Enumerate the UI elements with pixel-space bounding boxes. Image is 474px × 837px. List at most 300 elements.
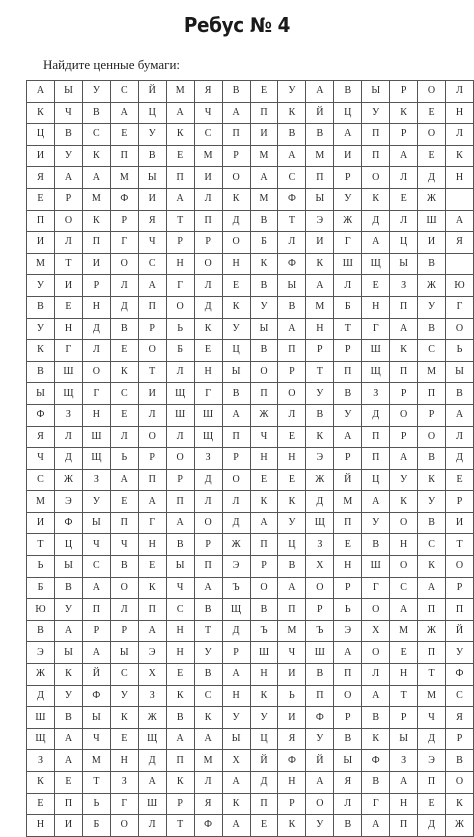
grid-cell: Д [362,404,390,426]
grid-cell: Р [334,340,362,362]
grid-cell: А [418,577,446,599]
grid-cell: М [418,685,446,707]
grid-cell: К [278,491,306,513]
grid-cell: П [418,772,446,794]
grid-cell: Ч [82,534,110,556]
grid-cell: А [334,426,362,448]
grid-cell: У [306,815,334,837]
grid-cell: И [418,232,446,254]
grid-cell: С [110,664,138,686]
grid-cell: Б [82,815,110,837]
grid-row [27,491,474,513]
grid-cell: О [222,167,250,189]
grid-cell: М [390,620,418,642]
grid-cell: П [334,361,362,383]
grid-row [27,102,474,124]
grid-cell [446,253,474,275]
grid-cell: Е [110,340,138,362]
grid-cell: З [54,404,82,426]
grid-cell: И [250,124,278,146]
grid-cell: Л [390,167,418,189]
grid-cell: А [222,404,250,426]
grid-cell: Ы [54,556,82,578]
grid-cell: А [138,275,166,297]
grid-cell: П [250,102,278,124]
grid-row [27,448,474,470]
grid-cell: Л [390,210,418,232]
grid-cell: Д [222,620,250,642]
grid-cell: Ы [222,728,250,750]
grid-cell: В [306,664,334,686]
grid-cell: К [278,102,306,124]
grid-cell: Ч [194,102,222,124]
grid-cell: Н [250,448,278,470]
grid-cell: Д [362,210,390,232]
grid-cell: Н [362,296,390,318]
grid-cell: О [110,577,138,599]
grid-cell: К [418,556,446,578]
grid-cell: П [54,793,82,815]
grid-cell: М [194,750,222,772]
grid-cell: Е [362,275,390,297]
grid-cell: Е [54,772,82,794]
grid-cell: Е [27,188,55,210]
grid-cell: Ь [166,318,194,340]
grid-cell: В [334,383,362,405]
grid-cell: Ж [418,275,446,297]
grid-cell: В [27,620,55,642]
grid-cell: А [138,772,166,794]
grid-cell: Ч [166,577,194,599]
grid-cell: Д [82,318,110,340]
grid-cell: А [54,728,82,750]
grid-cell: П [390,296,418,318]
grid-cell: Л [166,426,194,448]
grid-cell: Р [54,188,82,210]
grid-cell: П [306,685,334,707]
grid-cell: О [390,556,418,578]
grid-cell: А [222,102,250,124]
grid-cell: Э [138,642,166,664]
grid-cell: К [250,685,278,707]
grid-cell: О [446,772,474,794]
grid-cell: Ц [222,340,250,362]
grid-cell: Л [194,188,222,210]
grid-cell: Т [278,210,306,232]
grid-cell: О [418,124,446,146]
grid-cell: Е [250,815,278,837]
grid-cell: К [222,793,250,815]
grid-cell: В [334,815,362,837]
grid-cell: Щ [306,512,334,534]
grid-cell: О [222,232,250,254]
grid-cell: Е [278,469,306,491]
grid-cell: Я [27,167,55,189]
grid-row [27,404,474,426]
grid-cell: Е [166,664,194,686]
grid-cell: Х [222,750,250,772]
grid-cell: Ф [446,664,474,686]
grid-cell: Ф [54,512,82,534]
grid-cell: О [446,556,474,578]
grid-cell: О [418,426,446,448]
grid-cell: Ы [82,512,110,534]
grid-cell: К [306,253,334,275]
grid-cell: Ш [362,556,390,578]
grid-cell: Ф [306,707,334,729]
grid-cell: Ж [54,469,82,491]
grid-cell: Е [390,188,418,210]
grid-cell: Д [418,815,446,837]
grid-cell: И [138,383,166,405]
grid-cell: А [166,102,194,124]
grid-cell: У [334,188,362,210]
grid-cell: В [27,361,55,383]
grid-cell: Ш [250,642,278,664]
grid-cell: В [418,318,446,340]
grid-cell: К [362,728,390,750]
grid-cell: У [446,642,474,664]
grid-cell: З [27,750,55,772]
grid-cell: М [418,361,446,383]
grid-cell: Ы [27,383,55,405]
grid-cell: Ы [362,81,390,103]
grid-cell: К [110,707,138,729]
grid-row [27,81,474,103]
grid-cell: У [138,124,166,146]
grid-cell: Е [110,728,138,750]
grid-cell: Ж [418,620,446,642]
grid-cell: У [418,491,446,513]
grid-cell: У [306,383,334,405]
grid-cell: П [138,469,166,491]
grid-cell: П [222,426,250,448]
grid-cell: А [250,512,278,534]
grid-cell: М [250,145,278,167]
grid-cell: Ж [306,469,334,491]
grid-cell: Р [390,81,418,103]
grid-cell: Л [110,426,138,448]
grid-cell: Р [306,340,334,362]
grid-cell: И [306,232,334,254]
grid-cell: С [27,469,55,491]
grid-cell: Д [222,512,250,534]
grid-cell: Т [418,664,446,686]
grid-cell: О [222,469,250,491]
grid-cell: З [390,275,418,297]
grid-cell: М [278,620,306,642]
grid-row [27,642,474,664]
grid-cell: Д [446,448,474,470]
grid-cell: Я [194,793,222,815]
grid-cell: П [390,815,418,837]
grid-cell: В [334,81,362,103]
grid-cell: Ч [27,448,55,470]
grid-cell: Т [446,534,474,556]
grid-cell: П [250,383,278,405]
grid-cell: Й [82,664,110,686]
grid-row [27,728,474,750]
grid-cell: Ы [390,728,418,750]
grid-cell: Е [390,642,418,664]
grid-cell: С [446,685,474,707]
grid-cell: С [418,340,446,362]
grid-cell: Н [166,642,194,664]
grid-cell: Я [278,728,306,750]
grid-cell: Т [194,620,222,642]
grid-cell: И [278,707,306,729]
grid-cell: О [194,512,222,534]
grid-cell: С [110,81,138,103]
grid-cell: Я [194,81,222,103]
grid-cell: М [27,253,55,275]
grid-cell: К [306,426,334,448]
grid-cell: К [27,340,55,362]
grid-cell: И [54,275,82,297]
grid-cell: Ф [278,188,306,210]
grid-row [27,318,474,340]
grid-cell: Ш [194,404,222,426]
grid-cell: И [54,815,82,837]
grid-cell: В [82,102,110,124]
grid-cell: В [306,404,334,426]
grid-cell: Ш [334,253,362,275]
grid-cell: П [362,145,390,167]
grid-cell: Ч [110,534,138,556]
grid-cell: Л [446,81,474,103]
grid-cell: Ы [334,750,362,772]
grid-cell: Ф [278,750,306,772]
grid-cell: П [110,145,138,167]
grid-cell: Е [27,793,55,815]
grid-cell: И [27,512,55,534]
grid-cell: К [390,491,418,513]
grid-cell: Б [27,577,55,599]
grid-cell: Э [306,210,334,232]
grid-cell: О [110,815,138,837]
grid-cell: Х [138,664,166,686]
grid-cell: Р [446,728,474,750]
grid-cell: Ю [446,275,474,297]
grid-cell: Р [222,448,250,470]
grid-cell: Ш [54,361,82,383]
grid-cell: М [194,145,222,167]
grid-cell: Е [110,404,138,426]
grid-cell: Ы [250,318,278,340]
grid-cell: А [278,318,306,340]
grid-cell: У [306,728,334,750]
grid-cell: Н [110,750,138,772]
grid-cell: П [362,448,390,470]
grid-cell: С [194,124,222,146]
grid-cell: Ь [82,793,110,815]
grid-row [27,534,474,556]
grid-cell: Ы [138,167,166,189]
grid-cell: Н [222,685,250,707]
grid-cell: У [110,685,138,707]
grid-cell: С [82,124,110,146]
grid-cell: М [250,188,278,210]
grid-cell: Л [138,404,166,426]
grid-cell: У [362,512,390,534]
grid-cell: Н [166,253,194,275]
grid-cell: Ж [250,404,278,426]
grid-row [27,707,474,729]
grid-cell: З [306,534,334,556]
grid-cell: В [278,556,306,578]
grid-cell: З [138,685,166,707]
grid-cell: В [222,81,250,103]
grid-cell: Щ [194,426,222,448]
grid-cell: Ф [194,815,222,837]
grid-cell: Р [222,145,250,167]
grid-cell: М [306,296,334,318]
letter-grid-body [27,81,474,837]
grid-cell: В [362,707,390,729]
grid-cell: Р [334,577,362,599]
grid-cell: Н [54,318,82,340]
grid-cell: О [250,361,278,383]
grid-cell: Е [250,81,278,103]
grid-cell: К [82,210,110,232]
grid-cell: К [166,685,194,707]
grid-cell: Д [418,167,446,189]
grid-cell: П [222,124,250,146]
grid-cell: Ю [27,599,55,621]
grid-cell: Е [138,556,166,578]
grid-row [27,599,474,621]
grid-cell: А [362,232,390,254]
grid-cell: Э [54,491,82,513]
grid-cell: К [110,361,138,383]
grid-cell: Е [418,102,446,124]
grid-cell: Л [446,426,474,448]
grid-cell: Л [334,793,362,815]
grid-cell: Н [82,296,110,318]
grid-cell: Н [222,253,250,275]
grid-cell: Р [278,361,306,383]
grid-cell: Ь [446,340,474,362]
grid-cell: Т [166,210,194,232]
grid-row [27,426,474,448]
grid-row [27,750,474,772]
grid-cell: Д [250,772,278,794]
grid-cell: Р [138,448,166,470]
grid-cell: А [166,512,194,534]
grid-cell: Р [306,599,334,621]
grid-cell: Ц [54,534,82,556]
grid-cell: О [138,426,166,448]
grid-cell: А [222,772,250,794]
grid-cell: Р [110,620,138,642]
grid-cell: Ф [82,685,110,707]
grid-cell: П [82,232,110,254]
grid-cell: О [306,577,334,599]
grid-cell: К [166,772,194,794]
grid-cell: Й [138,81,166,103]
grid-cell: В [446,750,474,772]
grid-cell: Щ [362,253,390,275]
letter-grid [26,80,474,837]
grid-cell: Е [334,534,362,556]
grid-cell: П [334,664,362,686]
grid-cell: Ч [54,102,82,124]
grid-cell: Й [306,102,334,124]
grid-cell: П [194,210,222,232]
grid-cell: О [194,253,222,275]
grid-cell: В [27,296,55,318]
grid-cell: У [27,318,55,340]
grid-cell: В [138,145,166,167]
grid-cell: Р [166,793,194,815]
grid-cell: П [278,340,306,362]
grid-cell: Н [306,318,334,340]
grid-cell: Н [278,448,306,470]
grid-cell: Н [446,102,474,124]
grid-cell: Ы [278,275,306,297]
grid-cell: О [278,383,306,405]
grid-cell: В [194,599,222,621]
grid-cell: А [138,620,166,642]
grid-cell: Ч [82,728,110,750]
grid-cell: Р [446,577,474,599]
grid-cell: О [334,685,362,707]
grid-cell: Р [82,620,110,642]
grid-cell: К [390,102,418,124]
grid-cell: Т [138,361,166,383]
grid-cell: Б [166,340,194,362]
grid-cell [446,188,474,210]
grid-cell: А [194,577,222,599]
grid-cell: А [334,124,362,146]
grid-cell: К [27,102,55,124]
grid-cell: П [362,426,390,448]
grid-cell: Л [54,426,82,448]
grid-cell: А [166,728,194,750]
grid-cell: В [278,296,306,318]
grid-cell: О [166,448,194,470]
grid-cell: Г [82,383,110,405]
grid-cell: Щ [54,383,82,405]
grid-cell: Д [194,469,222,491]
grid-cell: А [362,685,390,707]
grid-cell: А [54,620,82,642]
grid-cell: А [446,210,474,232]
grid-cell: Е [418,793,446,815]
grid-row [27,772,474,794]
grid-cell: Ц [250,728,278,750]
grid-cell: П [250,793,278,815]
grid-cell: Р [250,556,278,578]
grid-cell: А [278,145,306,167]
grid-cell: Т [82,772,110,794]
grid-cell: К [390,340,418,362]
grid-cell: А [110,102,138,124]
grid-cell: У [250,707,278,729]
grid-cell: А [390,772,418,794]
grid-cell: А [54,750,82,772]
grid-cell: Р [390,124,418,146]
grid-cell: Е [194,340,222,362]
grid-cell: Н [390,534,418,556]
grid-cell: Ъ [250,620,278,642]
grid-cell: П [362,124,390,146]
grid-row [27,512,474,534]
grid-cell: У [54,145,82,167]
grid-cell: Х [362,620,390,642]
grid-cell: П [194,556,222,578]
grid-cell: Ф [110,188,138,210]
